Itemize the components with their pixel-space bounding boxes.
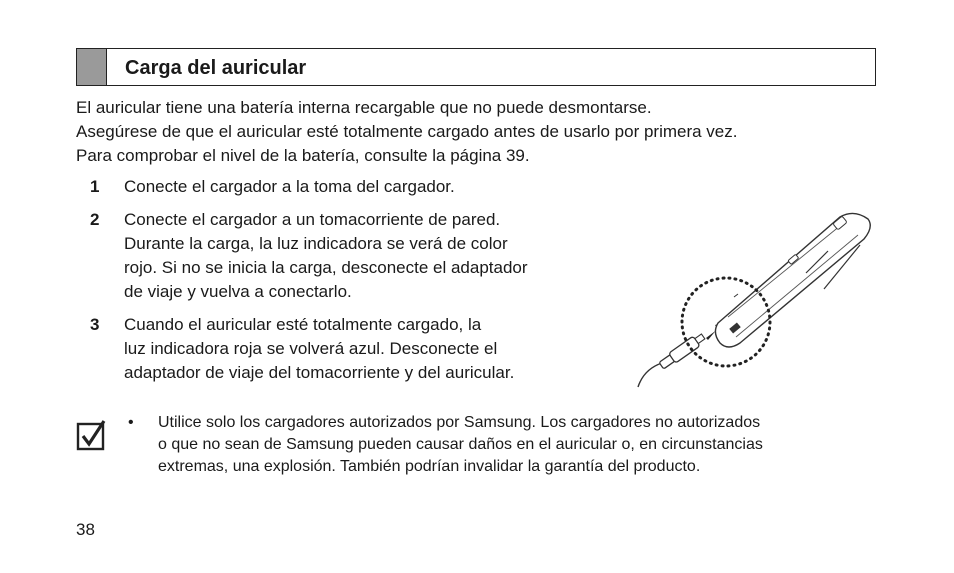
section-header-bar <box>77 49 107 85</box>
note-text <box>158 412 888 478</box>
charger-plug-icon <box>658 332 707 371</box>
step-line: luz indicadora roja se volverá azul. Desconecte el <box>124 339 498 358</box>
step-line: Conecte el cargador a la toma del cargador. <box>124 177 455 196</box>
intro-line: Para comprobar el nivel de la batería, consulte la página 39. <box>76 146 530 165</box>
charging-headset-illustration <box>628 205 888 395</box>
intro-paragraph <box>76 96 876 168</box>
section-title: Carga del auricular <box>125 57 307 79</box>
step-number: 2 <box>90 210 100 229</box>
step-line: adaptador de viaje del tomacorriente y del auricular. <box>124 363 515 382</box>
intro-line: Asegúrese de que el auricular esté totalmente cargado antes de usarlo por primera vez. <box>76 122 738 141</box>
step-text <box>124 175 604 199</box>
step-line: de viaje y vuelva a conectarlo. <box>124 282 352 301</box>
note-line: Utilice solo los cargadores autorizados por Samsung. Los cargadores no autorizados <box>158 414 761 431</box>
step-number: 1 <box>90 177 100 196</box>
step-text <box>124 208 604 304</box>
step-line: rojo. Si no se inicia la carga, desconecte el adaptador <box>124 258 528 277</box>
note-line: extremas, una explosión. También podrían invalidar la garantía del producto. <box>158 458 701 475</box>
step-line: Conecte el cargador a un tomacorriente de pared. <box>124 210 501 229</box>
charger-cable <box>638 363 662 387</box>
step-line: Cuando el auricular esté totalmente cargado, la <box>124 315 482 334</box>
step-text <box>124 313 604 385</box>
step-line: Durante la carga, la luz indicadora se verá de color <box>124 234 508 253</box>
intro-line: El auricular tiene una batería interna recargable que no puede desmontarse. <box>76 98 652 117</box>
note-line: o que no sean de Samsung pueden causar daños en el auricular o, en circunstancias <box>158 436 763 453</box>
page-number: 38 <box>76 520 95 539</box>
headset-icon <box>715 213 870 347</box>
note-bullet: • <box>128 414 134 431</box>
section-header <box>76 48 876 86</box>
checkbox-check-icon <box>76 418 108 452</box>
step-number: 3 <box>90 315 100 334</box>
